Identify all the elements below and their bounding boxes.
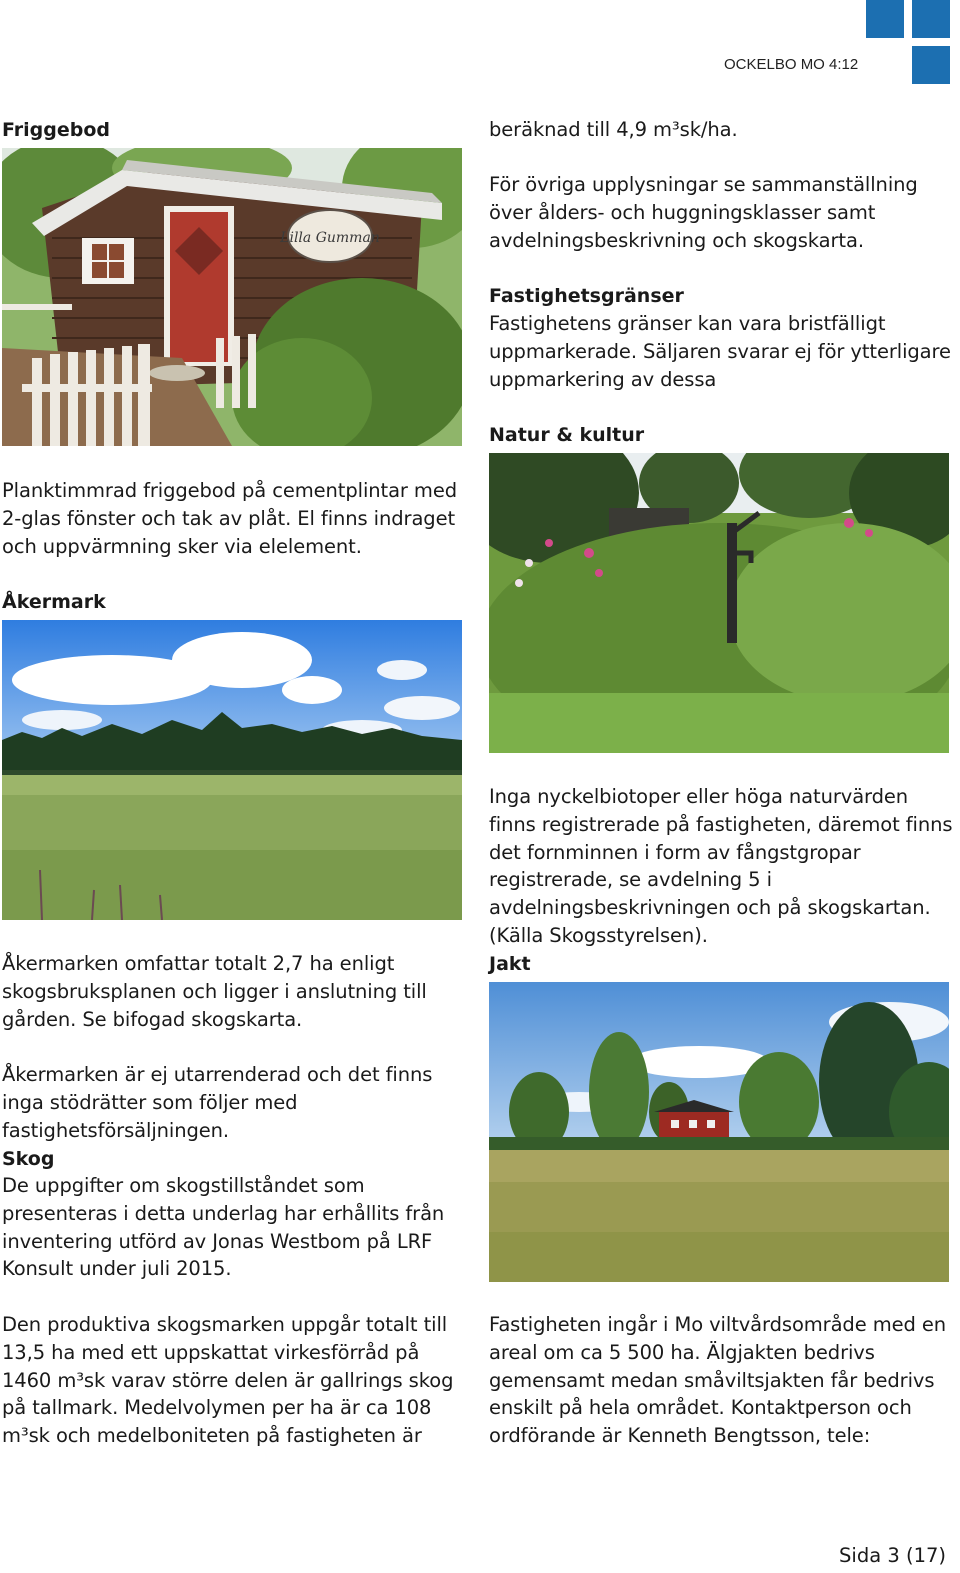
document-code: OCKELBO MO 4:12 <box>724 56 859 73</box>
ovriga-upplysningar-text: För övriga upplysningar se sammanställning över ålders- och huggningsklasser samt avdelningsbeskrivning och skogskarta. <box>489 173 918 252</box>
akermark-text-2: Åkermarken är ej utarrenderad och det finns inga stödrätter som följer med fastighetsförsäljningen. <box>2 1063 433 1142</box>
friggebod-text: Planktimmrad friggebod på cementplintar med 2-glas fönster och tak av plåt. El finns indraget och uppvärmning sker via elelement. <box>2 479 458 558</box>
skog-heading: Skog <box>2 1148 55 1170</box>
akermark-heading: Åkermark <box>2 591 106 613</box>
logo-square-2 <box>912 0 950 38</box>
jakt-text: Fastigheten ingår i Mo viltvårdsområde med en areal om ca 5 500 ha. Älgjakten bedrivs gemensamt medan småviltsjakten får bedrivs enskilt på hela området. Kontaktperson och ordförande är Kenneth Bengtsson, tele: <box>489 1313 947 1448</box>
natur-kultur-heading: Natur & kultur <box>489 424 645 446</box>
logo-square-3 <box>912 46 950 84</box>
cabin-sign-text: Lilla Gumman <box>280 230 380 246</box>
friggebod-photo <box>2 148 462 446</box>
fastighetsgranser-heading: Fastighetsgränser <box>489 285 684 307</box>
logo-square-1 <box>866 0 904 38</box>
akermark-text-1: Åkermarken omfattar totalt 2,7 ha enligt skogsbruksplanen och ligger i anslutning till gården. Se bifogad skogskarta. <box>2 952 427 1031</box>
skog-text-2: Den produktiva skogsmarken uppgår totalt till 13,5 ha med ett uppskattat virkesförråd på 1460 m³sk varav större delen är gallrings skog på tallmark. Medelvolymen per ha är ca 108 m³sk och medelboniteten på fastigheten är <box>2 1313 454 1448</box>
natur-kultur-photo <box>489 453 949 753</box>
fastighetsgranser-text: Fastighetens gränser kan vara bristfälligt uppmarkerade. Säljaren svarar ej för ytterligare uppmarkering av dessa <box>489 312 951 391</box>
natur-kultur-text: Inga nyckelbiotoper eller höga naturvärden finns registrerade på fastigheten, däremot finns det fornminnen i form av fångstgropar registrerade, se avdelning 5 i avdelningsbeskrivningen och på skogskartan. (Källa Skogsstyrelsen). <box>489 785 953 947</box>
jakt-photo <box>489 982 949 1282</box>
friggebod-heading: Friggebod <box>2 119 110 141</box>
skog-text-1: De uppgifter om skogstillståndet som presenteras i detta underlag har erhållits från inventering utförd av Jonas Westbom på LRF Konsult under juli 2015. <box>2 1174 445 1281</box>
jakt-heading: Jakt <box>489 953 531 975</box>
akermark-photo <box>2 620 462 920</box>
page-number: Sida 3 (17) <box>839 1544 946 1567</box>
volume-continuation: beräknad till 4,9 m³sk/ha. <box>489 118 738 141</box>
